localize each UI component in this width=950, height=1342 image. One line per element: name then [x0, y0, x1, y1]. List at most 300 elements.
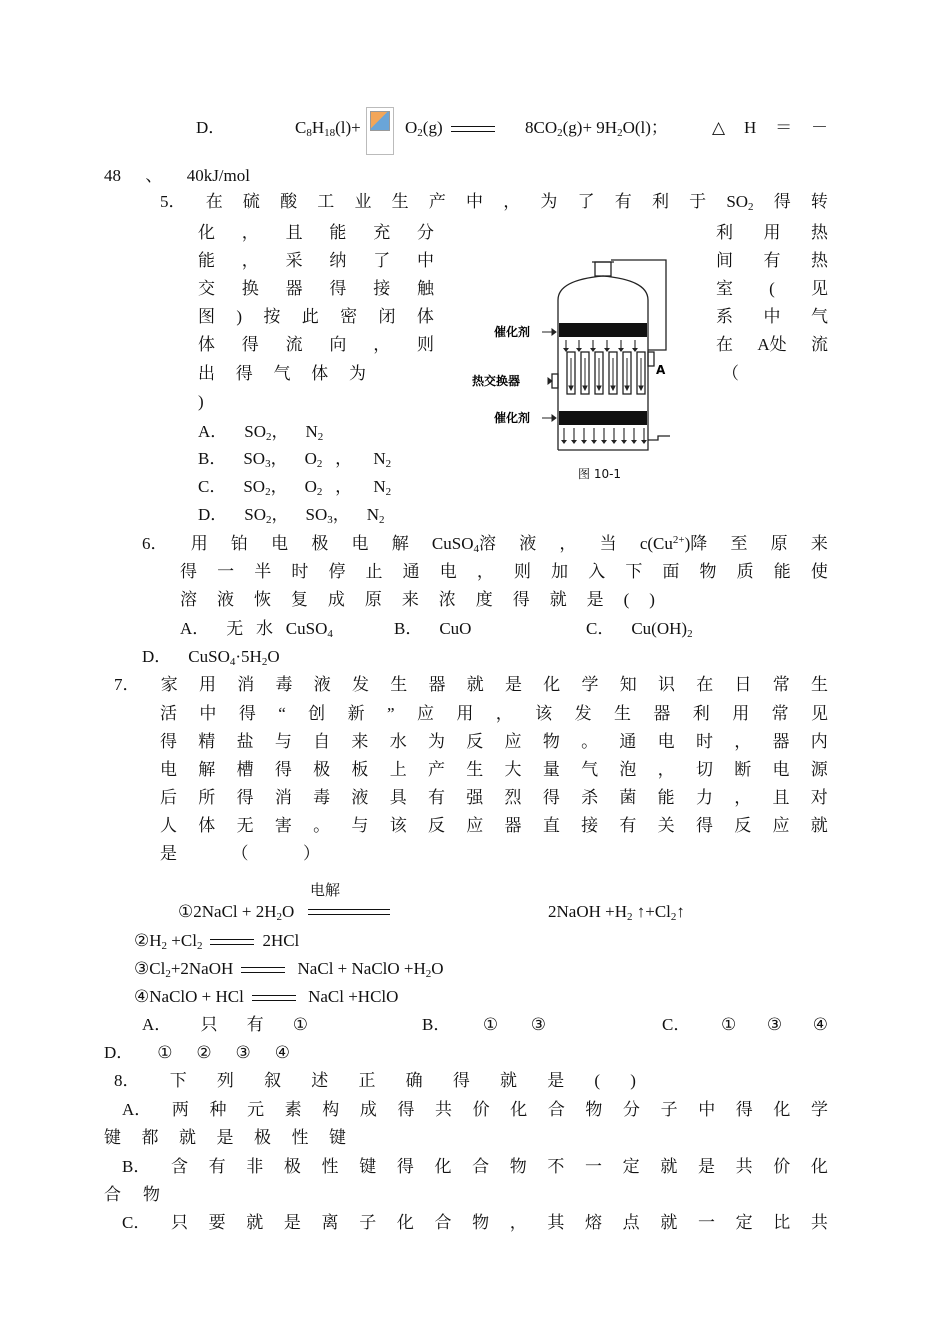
q7-stem-token: 常 [771, 704, 789, 723]
q6-stem-token: 使 [810, 562, 828, 581]
q7-stem-token: 盐 [236, 732, 254, 751]
q6-stem-token: ) [649, 590, 655, 609]
q6-stem-token: $c(Cu^{2+})$降 [639, 534, 708, 553]
q6-stem-token: 度 [475, 590, 493, 609]
q7-stem-token: 板 [351, 760, 369, 779]
q6-stem-token: 得 [512, 590, 530, 609]
q7-stem-token: 极 [313, 760, 331, 779]
q7-stem-token: 新 [347, 704, 365, 723]
q7-stem-token: 有 [427, 788, 445, 807]
q5-left-token: ) [236, 307, 243, 326]
q7-stem-token: 内 [810, 732, 828, 751]
q5-left-token: 器 [285, 279, 303, 298]
q7-stem-token: 生 [466, 760, 484, 779]
q8-option-c-token: 其 [547, 1213, 565, 1232]
q7-stem-token: 电 [160, 760, 177, 779]
q7-stem-token: 上 [389, 760, 407, 779]
q5-left-line [198, 305, 434, 329]
q6-stem-token: 入 [588, 562, 606, 581]
q4-delta-h-value: 48 、 40kJ/mol [104, 166, 250, 185]
q7-stem-token: 量 [542, 760, 560, 779]
q5-right-line [722, 362, 742, 386]
q6-stem-token: 至 [730, 534, 748, 553]
q8-stem-token: 8． [114, 1071, 140, 1090]
q7-stem-token: ， [495, 704, 513, 723]
q7-reaction-1-right: 2NaOH $+H_2$ $↑+Cl_2↑$ [548, 902, 685, 923]
q5-left-token: 充 [373, 223, 391, 242]
q4-equation-o2: $O_2(g)$ [405, 116, 503, 140]
q8-option-b-token: 合 [472, 1157, 490, 1176]
q7-stem-token: 化 [543, 675, 561, 694]
q4-option-d-label: D． [196, 118, 226, 137]
q5-left-token: 图 [198, 307, 215, 326]
q6-stem-token: 原 [770, 534, 788, 553]
q8-option-b-token: 非 [246, 1157, 264, 1176]
q8-option-a-token: 化 [510, 1100, 528, 1119]
q7-stem-token: 物 [542, 732, 560, 751]
q5-left-token: 化 [198, 223, 215, 242]
q6-stem-token: 停 [328, 562, 346, 581]
q8-option-b-token: 一 [585, 1157, 603, 1176]
q5-right-token: 见 [810, 279, 828, 298]
q7-stem-token: 发 [352, 675, 369, 694]
q6-stem-token: CuSO$_4$溶 [431, 534, 496, 555]
q5-right-token: 在 [716, 335, 733, 354]
q6-stem-token: 电 [351, 534, 369, 553]
q8-option-c-token: 合 [434, 1213, 452, 1232]
q5-right-token: 中 [763, 307, 781, 326]
q7-stem-token: 与 [274, 732, 292, 751]
q7-stem-token: 应 [416, 704, 434, 723]
q8-option-c-token: 就 [246, 1213, 264, 1232]
q5-right-line [716, 277, 828, 301]
q6-stem-token: 溶 [180, 590, 197, 609]
q7-reaction-1-left: ①2NaCl + $2H_2O$ [178, 902, 295, 923]
q5-right-token: A处 [757, 335, 787, 354]
q7-stem-token: 反 [466, 732, 484, 751]
q8-option-a-token: 合 [547, 1100, 565, 1119]
q7-stem-token: 断 [734, 760, 752, 779]
q7-stem-token: 得 [542, 788, 560, 807]
q5-right-token: 室 [716, 279, 733, 298]
q7-stem-token: 用 [732, 704, 750, 723]
q8-option-a-token: 素 [284, 1100, 302, 1119]
q7-stem-token: 泡 [619, 760, 637, 779]
fig-label-exchanger: 热交换器 [472, 374, 521, 388]
q7-stem-token: 用 [199, 675, 216, 694]
q6-stem-token: 浓 [438, 590, 456, 609]
q5-left-token: 换 [241, 279, 259, 298]
q5-stem-token: 中 [466, 192, 483, 211]
q6-stem-token: 6． [142, 534, 168, 553]
q6-stem-token: 质 [736, 562, 754, 581]
q7-stem-token: 来 [351, 732, 369, 751]
q5-stem-token: 利 [651, 192, 669, 211]
q5-left-token: 体 [311, 364, 329, 383]
q8-option-a-token: 物 [585, 1100, 603, 1119]
q5-right-token: 间 [716, 251, 733, 270]
q7-stem-token: 就 [810, 816, 828, 835]
q7-stem-token: ， [734, 788, 752, 807]
q7-stem-token: 水 [389, 732, 407, 751]
q6-stem-token: 液 [216, 590, 234, 609]
q8-option-a-token: 共 [435, 1100, 453, 1119]
q7-stem-token: 是 [505, 675, 522, 694]
q6-stem-token: 时 [291, 562, 309, 581]
q8-option-a-line-2: 键 都 就 是 极 性 键 [104, 1128, 346, 1147]
q4-delta-h: △ H ＝ － [712, 118, 828, 137]
q7-stem-token: 就 [466, 675, 484, 694]
q7-stem-line-1 [114, 673, 828, 697]
q7-stem-token: 对 [810, 788, 828, 807]
q6-stem-token: ( [623, 590, 630, 609]
q7-stem-token: 。 [313, 816, 331, 835]
q5-left-token: 此 [301, 307, 319, 326]
q8-option-c-token: 一 [697, 1213, 715, 1232]
q7-stem-token: 能 [657, 788, 675, 807]
q6-stem-token: 就 [549, 590, 567, 609]
q7-stem-line-4 [160, 758, 828, 782]
q5-stem-token: 产 [428, 192, 446, 211]
q8-stem-token: 是 [547, 1071, 565, 1090]
q7-stem-token: 活 [160, 704, 177, 723]
q5-right-line [716, 221, 828, 245]
q8-option-c-token: 熔 [585, 1213, 603, 1232]
q7-stem-token: 切 [695, 760, 713, 779]
q6-stem-token: 解 [391, 534, 409, 553]
q7-stem-token: 液 [313, 675, 331, 694]
q5-right-token: 用 [763, 223, 781, 242]
q7-stem-line-5 [160, 786, 828, 810]
q6-stem-token: 止 [365, 562, 383, 581]
q7-stem-token: 发 [574, 704, 592, 723]
q7-stem-token: 大 [504, 760, 522, 779]
q5-stem-token: 得 [773, 192, 791, 211]
q7-stem-token: 解 [198, 760, 216, 779]
q5-left-token: 接 [373, 279, 391, 298]
q4-equation-product: $8CO_2(g)+ 9H_2O(l)$； [525, 118, 668, 139]
q8-option-a-token: 学 [810, 1100, 828, 1119]
q7-stem-token: 得 [238, 704, 256, 723]
q7-stem-token: ” [386, 704, 395, 723]
q5-right-token: 有 [763, 251, 781, 270]
q5-left-token: 按 [263, 307, 281, 326]
q7-stem-token: 液 [351, 788, 369, 807]
q5-stem-token: 于 [689, 192, 707, 211]
q8-option-a-token: 价 [472, 1100, 490, 1119]
q7-stem-token: 知 [619, 675, 637, 694]
q7-option-c: C． ① ③ ④ [662, 1015, 828, 1034]
q8-option-c-token: 只 [170, 1213, 188, 1232]
q5-right-token: 热 [811, 223, 828, 242]
q5-left-line [198, 249, 434, 273]
q5-option-d: D． $SO_2$， $SO_3$， $N_2$ [198, 505, 385, 526]
fig-label-catalyst-top: 催化剂 [494, 325, 531, 339]
q7-stem-token: 反 [427, 816, 445, 835]
q7-reaction-1-arrow [308, 909, 390, 915]
q7-stem-token: 毒 [275, 675, 293, 694]
q7-stem-token: 。 [581, 732, 599, 751]
q8-option-c-token: 子 [359, 1213, 377, 1232]
q7-stem-token: 利 [692, 704, 710, 723]
q7-stem-token: 见 [811, 704, 828, 723]
q7-stem-token: 体 [198, 816, 216, 835]
q6-stem-token: 来 [810, 534, 828, 553]
q7-stem-token: 且 [772, 788, 790, 807]
q5-left-token: 采 [285, 251, 303, 270]
q8-stem-token: ( [594, 1071, 601, 1090]
q7-stem-token: 该 [389, 816, 407, 835]
q7-stem-token: 应 [504, 732, 522, 751]
q7-stem-token: 烈 [504, 788, 522, 807]
q7-stem-token: 与 [351, 816, 369, 835]
q8-stem-token: 正 [358, 1071, 376, 1090]
q7-stem-token: 精 [198, 732, 216, 751]
q5-left-token: 向 [329, 335, 347, 354]
q8-stem-token: 就 [500, 1071, 517, 1090]
q8-option-a-token: 元 [247, 1100, 265, 1119]
q7-stem-token: 在 [696, 675, 714, 694]
q8-option-b-token: 有 [208, 1157, 226, 1176]
q6-stem-token: 则 [513, 562, 531, 581]
q6-option-c: C． $Cu(OH)_2$ [586, 619, 693, 640]
q8-stem-token: 叙 [264, 1071, 282, 1090]
q5-stem-token: 硫 [242, 192, 260, 211]
q7-stem-line-3 [160, 730, 828, 754]
q6-stem-token: 铂 [230, 534, 248, 553]
q8-option-b-token: 定 [622, 1157, 640, 1176]
q5-right-line [716, 305, 828, 329]
q8-option-c-token: ， [509, 1213, 527, 1232]
q7-stem-token: 识 [658, 675, 675, 694]
q7-stem-token: 生 [613, 704, 631, 723]
q7-stem-token: 菌 [619, 788, 637, 807]
q7-stem-token: 接 [581, 816, 599, 835]
q8-stem-token: 下 [169, 1071, 187, 1090]
q5-stem-token: 为 [540, 192, 558, 211]
q6-stem-line-3 [180, 588, 655, 612]
q8-option-b-token: 得 [396, 1157, 414, 1176]
q7-stem-token: 常 [772, 675, 790, 694]
q6-stem-token: 极 [311, 534, 329, 553]
q7-stem-token: 生 [811, 675, 828, 694]
q7-stem-token: 器 [653, 704, 671, 723]
q5-left-token: ， [241, 223, 259, 242]
q7-stem-token: 害 [274, 816, 292, 835]
q7-stem-token: 消 [237, 675, 255, 694]
q7-stem-token: 无 [236, 816, 254, 835]
q6-stem-token: 来 [401, 590, 419, 609]
q5-left-token: 得 [241, 335, 259, 354]
figure-caption: 图 10-1 [578, 467, 622, 481]
q7-stem-token: 用 [456, 704, 474, 723]
q7-option-a: A． 只 有 ① [142, 1015, 308, 1034]
q8-option-a-token: 构 [322, 1100, 340, 1119]
q7-stem-token: 自 [313, 732, 331, 751]
q8-option-a-token: 种 [209, 1100, 227, 1119]
q6-stem-token: 加 [551, 562, 569, 581]
q8-option-c-token: 共 [810, 1213, 828, 1232]
q5-left-line [198, 277, 434, 301]
q5-stem-token: ， [503, 192, 521, 211]
q8-option-a-token: 分 [623, 1100, 640, 1119]
q5-right-line [716, 333, 828, 357]
q7-option-b: B． ① ③ [422, 1015, 546, 1034]
q8-option-b-line-1 [122, 1155, 828, 1179]
q5-right-token: 气 [811, 307, 828, 326]
q7-stem-token: 7． [114, 675, 140, 694]
q7-stem-token: 家 [160, 675, 178, 694]
q8-option-a-token: 成 [359, 1100, 377, 1119]
q8-option-b-token: 键 [359, 1157, 377, 1176]
q7-stem-token: 人 [160, 816, 177, 835]
q4-equation-left: $C_8H_{18}(l)+$ [295, 118, 361, 139]
q5-stem-token: 了 [577, 192, 595, 211]
q5-left-token: 气 [273, 364, 291, 383]
q8-option-b-token: 性 [321, 1157, 339, 1176]
q5-left-token: 能 [198, 251, 215, 270]
q6-option-d: D． $CuSO_4\cdot 5H_2O$ [142, 647, 280, 668]
q8-option-b-line-2: 合 物 [104, 1185, 160, 1204]
q5-right-token: 系 [716, 307, 733, 326]
q5-right-token: ( [769, 279, 775, 298]
q6-stem-line-2 [180, 560, 828, 584]
q5-stem-token: 有 [614, 192, 632, 211]
q8-option-c-token: 点 [622, 1213, 640, 1232]
q8-option-b-token: 是 [697, 1157, 715, 1176]
q8-option-a-token: 化 [773, 1100, 791, 1119]
q8-option-c-token: 化 [396, 1213, 414, 1232]
q6-stem-token: 半 [254, 562, 272, 581]
q8-stem-token: 确 [405, 1071, 423, 1090]
q8-option-b-token: B． [122, 1157, 151, 1176]
q5-right-token: （ [722, 364, 739, 383]
q7-stem-token: 器 [428, 675, 446, 694]
q5-right-line [716, 249, 828, 273]
q8-option-b-token: 极 [283, 1157, 301, 1176]
q8-option-c-token: 是 [283, 1213, 301, 1232]
q7-stem-token: 中 [199, 704, 217, 723]
q6-stem-token: 电 [271, 534, 289, 553]
q8-option-a-token: 中 [698, 1100, 716, 1119]
q6-stem-token: 是 [586, 590, 604, 609]
q6-stem-token: 成 [327, 590, 345, 609]
q5-option-a: A． $SO_2$， $N_2$ [198, 422, 324, 443]
q7-reaction-3: $③Cl_2+2NaOH$ NaCl + NaClO $+H_2O$ [134, 959, 444, 980]
q5-left-token: 了 [373, 251, 391, 270]
q6-stem-token: 原 [364, 590, 382, 609]
q7-stem-token: 器 [772, 732, 790, 751]
q5-stem-token: 在 [205, 192, 223, 211]
q5-option-b: B． $SO_3$， $O_2$ ， $N_2$ [198, 449, 392, 470]
q5-left-line [198, 221, 434, 245]
q7-stem-token: “ [278, 704, 286, 723]
q7-stem-token: 有 [619, 816, 637, 835]
q8-option-a-token: 得 [397, 1100, 415, 1119]
q5-left-token: 体 [416, 307, 434, 326]
fig-label-catalyst-bottom: 催化剂 [494, 411, 531, 425]
q8-option-b-token: 就 [660, 1157, 678, 1176]
q6-stem-token: 能 [773, 562, 791, 581]
q8-option-b-token: 含 [170, 1157, 188, 1176]
q5-right-token: 热 [811, 251, 828, 270]
q7-stem-token: 后 [160, 788, 177, 807]
q6-stem-token: 得 [180, 562, 197, 581]
q7-stem-token: 所 [198, 788, 216, 807]
q5-left-token: 为 [349, 364, 366, 383]
q7-stem-token: 力 [695, 788, 713, 807]
q7-stem-token: 得 [160, 732, 177, 751]
q6-stem-token: 下 [625, 562, 643, 581]
q5-stem-token: 5． [160, 192, 186, 211]
q5-close-paren: ) [198, 392, 204, 411]
q8-stem-token: 列 [216, 1071, 234, 1090]
q7-stem-token: 气 [581, 760, 599, 779]
q8-option-c-token: 离 [321, 1213, 339, 1232]
q8-option-b-token: 共 [735, 1157, 753, 1176]
q5-left-token: 闭 [378, 307, 396, 326]
q7-stem-token: 关 [657, 816, 675, 835]
q7-stem-line-6 [160, 814, 828, 838]
q7-stem-token: 毒 [313, 788, 331, 807]
q7-stem-token: 通 [619, 732, 637, 751]
q5-stem-token: 转 [810, 192, 828, 211]
q5-left-line [198, 362, 366, 386]
q8-option-a-line-1 [122, 1098, 828, 1122]
q7-stem-line-2 [160, 702, 828, 726]
q7-stem-token: 源 [810, 760, 828, 779]
q8-stem-token: 述 [311, 1071, 329, 1090]
q8-option-c-token: 定 [735, 1213, 753, 1232]
q7-stem-token: 电 [657, 732, 675, 751]
q5-stem-token: 生 [391, 192, 409, 211]
q6-stem-token: 面 [662, 562, 680, 581]
q5-left-token: ， [241, 251, 259, 270]
q7-stem-token: 学 [581, 675, 599, 694]
q6-stem-line-1 [142, 532, 828, 556]
broken-image-icon [366, 107, 394, 155]
q6-stem-token: ， [559, 534, 577, 553]
q7-stem-token: 应 [772, 816, 790, 835]
q8-option-c-token: 比 [773, 1213, 791, 1232]
q7-stem-token: 时 [695, 732, 713, 751]
q8-stem [114, 1069, 636, 1093]
q7-stem-token: 应 [466, 816, 484, 835]
q7-stem-token: 产 [427, 760, 445, 779]
q5-left-token: 得 [235, 364, 253, 383]
q5-left-token: 触 [416, 279, 434, 298]
q7-stem-token: 反 [734, 816, 752, 835]
q8-stem-token: ) [630, 1071, 636, 1090]
q7-stem-token: 得 [236, 788, 254, 807]
q7-electrolysis-condition: 电解 [310, 883, 341, 899]
q5-left-token: 中 [416, 251, 434, 270]
q7-stem-token: ， [657, 760, 675, 779]
q6-stem-token: ， [476, 562, 494, 581]
q5-stem-token: 业 [354, 192, 372, 211]
q7-stem-token: 器 [504, 816, 522, 835]
q6-stem-token: 恢 [253, 590, 271, 609]
q6-stem-token: 用 [190, 534, 208, 553]
q5-left-token: ， [373, 335, 391, 354]
q5-left-token: 能 [329, 223, 347, 242]
q6-stem-token: 物 [699, 562, 717, 581]
q8-stem-token: 得 [452, 1071, 470, 1090]
q6-stem-token: 通 [402, 562, 420, 581]
q6-stem-token: 一 [217, 562, 235, 581]
q7-stem-token: ， [734, 732, 752, 751]
q5-left-token: 交 [198, 279, 215, 298]
